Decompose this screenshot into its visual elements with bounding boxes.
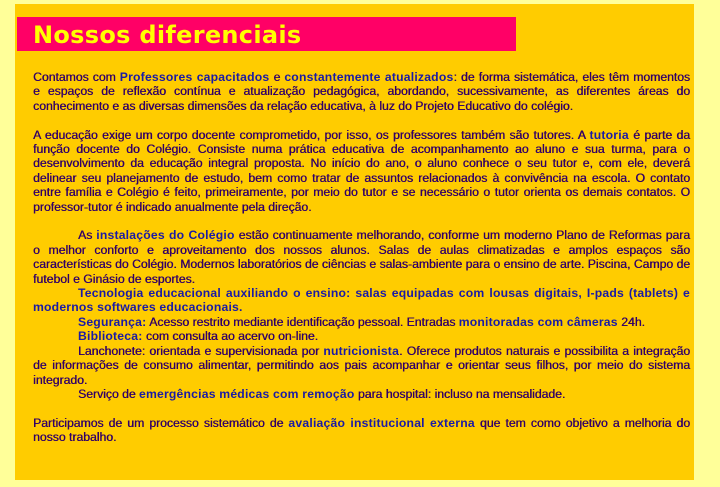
text: Serviço de [78,386,139,401]
text: : de forma sistemática, eles têm momentos e espaços de reflexão contínua e atualização pedagógica, abordando, sucessivamente, as diferentes áreas do conhecimento e as diversas dimensões da relação educativa, à luz do Projeto Educativo do colégio. [33,70,691,113]
text: é parte da função docente do Colégio. Consiste numa prática educativa de acompanhamento ao aluno e sua turma, para o desenvolvimento da educação integral proposta. No início do ano, o aluno conhece o seu tutor e, com ele, deverá delinear seu planejamento de estudo, bem como tratar de assuntos relacionados à convivência na escola. O contato entre família e Colégio é feito, primeiramente, por meio do tutor e se necessário o tutor orienta os demais contatos. O professor-tutor é indicado anualmente pela direção. [33,127,690,214]
highlight: Segurança: [78,314,147,329]
text: e [269,70,285,84]
text: estão continuamente melhorando, conforme um moderno Plano de Reformas para o melhor conforto e aproveitamento dos nossos alunos. Salas de aulas climatizadas e amplos espaços são características do Colégio. Modernos laboratórios de ciências e salas-ambiente para o ensino de arte. Piscina, Campo de futebol e Ginásio de esportes. [33,228,690,286]
paragraph-avaliacao [33,416,690,445]
text: As [78,228,97,243]
text: 24h. [617,314,645,329]
highlight: emergências médicas com remoção [138,386,355,401]
paragraph-biblioteca [33,329,690,343]
highlight: Professores capacitados [119,70,270,84]
page-title: Nossos diferenciais [33,21,302,49]
text: com consulta ao acervo on-line. [142,329,318,344]
paragraph-lanchonete [33,344,690,387]
content-panel [15,4,694,480]
paragraph-seguranca [33,315,690,329]
highlight: tutoria [589,127,629,142]
text: Lanchonete: orientada e supervisionada por [78,343,324,358]
highlight: instalações do Colégio [96,228,235,243]
text: Acesso restrito mediante identificação pessoal. Entradas [146,314,459,329]
paragraph-instalacoes [33,228,690,286]
text: para hospital: incluso na mensalidade. [354,386,566,401]
paragraph-tecnologia [33,286,690,315]
highlight: nutricionista [323,343,400,358]
text: . Oferece produtos naturais e possibilita a integração de informações de consumo alimentar, permitindo aos pais acompanhar e orientar seus filhos, por meio do sistema integrado. [33,343,690,387]
text: Participamos de um processo sistemático de [33,415,289,430]
highlight: constantemente atualizados [284,70,454,84]
paragraph-emergencias [33,387,690,401]
article-body [33,70,690,459]
paragraph-tutoria [33,128,690,214]
highlight: Biblioteca: [78,329,143,344]
text: Contamos com [33,70,120,84]
highlight: Tecnologia educacional auxiliando o ensino: salas equipadas com lousas digitais, I-pads (tablets) e modernos softwares educacionais. [33,286,690,315]
text: que tem como objetivo a melhoria do nosso trabalho. [33,415,690,445]
highlight: monitoradas com câmeras [458,314,618,329]
text: A educação exige um corpo docente comprometido, por isso, os professores também são tutores. A [33,127,590,142]
paragraph-professores [33,70,690,113]
highlight: avaliação institucional externa [288,415,475,430]
